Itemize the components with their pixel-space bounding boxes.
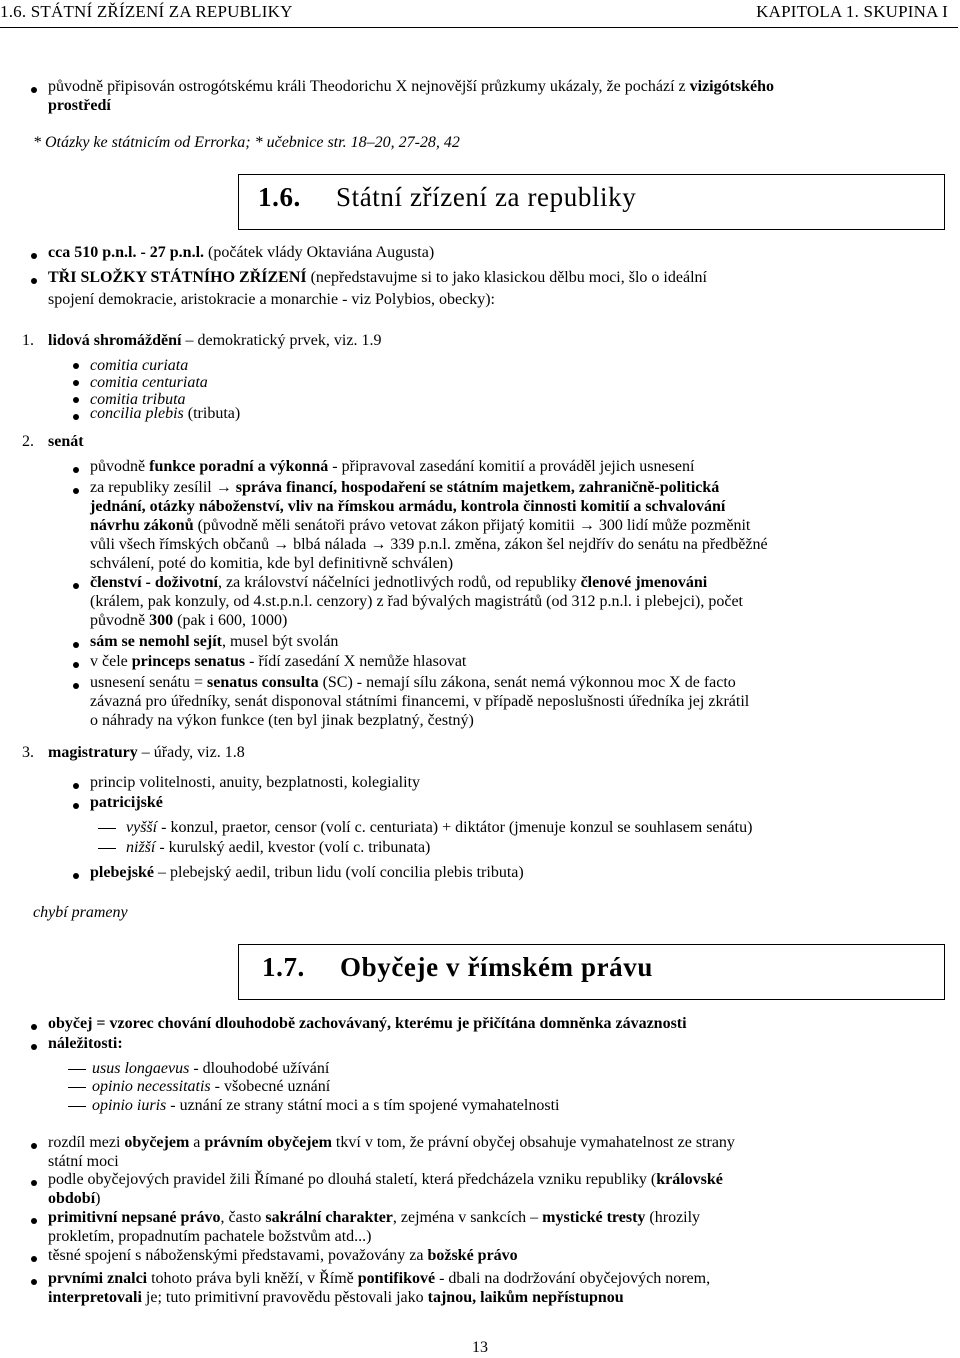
assembly-item: comitia curiata — [90, 357, 189, 374]
page-number: 13 — [472, 1339, 488, 1356]
bullet-icon — [73, 662, 79, 668]
bullet-icon — [73, 583, 79, 589]
missing-sources-note: chybí prameny — [33, 904, 128, 921]
bullet-icon — [73, 783, 79, 789]
bullet-icon — [73, 642, 79, 648]
senate-bullet-line3: návrhu zákonů (původně měli senátoři právo vetovat zákon přijatý komitii → 300 lidí může pozměnit — [90, 517, 751, 534]
enum-item-magistracies: magistratury – úřady, viz. 1.8 — [48, 744, 245, 761]
custom-bullet-line2: interpretovali je; tuto primitivní pravovědu pěstovali jako tajnou, laikům nepřístupnou — [48, 1289, 624, 1306]
senate-bullet-line2: jednání, otázky náboženství, vliv na římskou armádu, kontrola činnosti komitií a schvalování — [90, 498, 726, 515]
bullet-icon — [31, 1180, 37, 1186]
assembly-item: comitia tributa — [90, 391, 186, 408]
arrow-right-icon: → — [273, 536, 290, 553]
bullet-icon — [31, 253, 37, 259]
bullet-icon — [31, 1256, 37, 1262]
magistracy-subitem: nižší - kurulský aedil, kvestor (volí c. tribunata) — [126, 839, 431, 856]
bullet-icon — [73, 397, 79, 403]
senate-bullet: původně funkce poradní a výkonná - připravoval zasedání komitií a prováděl jejich usnesení — [90, 458, 695, 475]
period-bullet: cca 510 p.n.l. - 27 p.n.l. (počátek vlády Oktaviána Augusta) — [48, 244, 435, 261]
requirement-item: opinio necessitatis - všobecné uznání — [92, 1078, 331, 1095]
senate-bullet: za republiky zesílil → správa financí, hospodaření se státním majetkem, zahraničně-politická — [90, 479, 720, 496]
running-header-left: 1.6. STÁTNÍ ZŘÍZENÍ ZA REPUBLIKY — [0, 2, 293, 21]
custom-bullet: těsné spojení s náboženskými představami, považovány za božské právo — [48, 1247, 518, 1264]
section-title-1-6: Státní zřízení za republiky — [336, 182, 637, 212]
running-header-right: KAPITOLA 1. SKUPINA I — [756, 2, 948, 21]
senate-bullet: členství - doživotní, za království náčelníci jednotlivých rodů, od republiky členové jmenováni — [90, 574, 708, 591]
bullet-icon — [31, 1218, 37, 1224]
header-rule — [0, 27, 958, 28]
enum-number-1: 1. — [22, 332, 34, 349]
senate-bullet-line5: schválení, poté do komitia, kde byl definitivně schválen) — [90, 555, 454, 572]
three-components-line2: spojení demokracie, aristokracie a monarchie - viz Polybios, obecky): — [48, 291, 495, 308]
bullet-icon — [73, 363, 79, 369]
bullet-icon — [73, 803, 79, 809]
bullet-icon — [73, 467, 79, 473]
bullet-icon — [31, 278, 37, 284]
custom-bullet-line2: státní moci — [48, 1153, 119, 1170]
section-number-1-7: 1.7. — [262, 952, 305, 982]
senate-bullet-line2: závazná pro úředníky, senát disponoval státními financemi, v případě neposlušnosti úředníka jej zkrátil — [90, 693, 750, 710]
bullet-icon — [73, 380, 79, 386]
magistracy-bullet: patricijské — [90, 794, 163, 811]
bullet-icon — [31, 1024, 37, 1030]
requirement-item: usus longaevus - dlouhodobé užívání — [92, 1060, 330, 1077]
bullet-icon — [73, 488, 79, 494]
enum-item-assemblies: lidová shromáždění – demokratický prvek, viz. 1.9 — [48, 332, 382, 349]
senate-bullet-line3: o náhrady na výkon funkce (ten byl jinak bezplatný, čestný) — [90, 712, 474, 729]
arrow-right-icon: → — [370, 536, 387, 553]
custom-bullet-line2: období) — [48, 1190, 101, 1207]
section-number-1-6: 1.6. — [258, 182, 301, 212]
magistracy-bullet: plebejské – plebejský aedil, tribun lidu (volí concilia plebis tributa) — [90, 864, 524, 881]
assembly-item: comitia centuriata — [90, 374, 208, 391]
senate-bullet-line4: vůli všech římských občanů → blbá nálada → 339 p.n.l. změna, zákon šel nejdřív do senátu na předběžné — [90, 536, 768, 553]
requirement-item: opinio iuris - uznání ze strany státní moci a s tím spojené vymahatelnosti — [92, 1097, 560, 1114]
enum-item-senate: senát — [48, 433, 84, 450]
enum-number-3: 3. — [22, 744, 34, 761]
custom-bullet-line2: prokletím, propadnutím pachatele božstvům atd...) — [48, 1228, 372, 1245]
bullet-icon — [31, 1279, 37, 1285]
intro-bullet-text-line2: prostředí — [48, 97, 111, 114]
enum-number-2: 2. — [22, 433, 34, 450]
senate-bullet-line3: původně 300 (pak i 600, 1000) — [90, 612, 288, 629]
senate-bullet: usnesení senátu = senatus consulta (SC) - nemají sílu zákona, senát nemá výkonnou moc X de facto — [90, 674, 736, 691]
bullet-icon — [73, 873, 79, 879]
senate-bullet-line2: (králem, pak konzuly, od 4.st.p.n.l. cenzory) z řad bývalých magistrátů (od 312 p.n.l. i plebejci), počet — [90, 593, 743, 610]
bullet-icon — [73, 683, 79, 689]
arrow-right-icon: → — [578, 517, 595, 534]
three-components-bullet: TŘI SLOŽKY STÁTNÍHO ZŘÍZENÍ (nepředstavujme si to jako klasickou dělbu moci, šlo o ideální — [48, 269, 707, 286]
dash-icon — [68, 1069, 86, 1070]
custom-bullet: rozdíl mezi obyčejem a právním obyčejem tkví v tom, že právní obyčej obsahuje vymahatelnost ze strany — [48, 1134, 735, 1151]
arrow-right-icon: → — [215, 479, 232, 496]
custom-bullet: podle obyčejových pravidel žili Římané po dlouhá staletí, která předcházela vzniku republiky (královské — [48, 1171, 723, 1188]
dash-icon — [68, 1087, 86, 1088]
dash-icon — [98, 848, 116, 849]
dash-icon — [98, 828, 116, 829]
custom-bullet: prvními znalci tohoto práva byli kněží, v Římě pontifikové - dbali na dodržování obyčejových norem, — [48, 1270, 711, 1287]
bullet-icon — [31, 87, 37, 93]
bullet-icon — [31, 1044, 37, 1050]
intro-bullet-text: původně připisován ostrogótskému králi Theodorichu X nejnovější průzkumy ukázaly, že pochází z vizigótského — [48, 78, 775, 95]
intro-note: * Otázky ke státnicím od Errorka; * učebnice str. 18–20, 27-28, 42 — [33, 134, 460, 151]
custom-definition-bullet: obyčej = vzorec chování dlouhodobě zachovávaný, kterému je přičítána domněnka závaznosti — [48, 1015, 687, 1032]
section-title-1-7: Obyčeje v římském právu — [340, 952, 654, 982]
bullet-icon — [31, 1143, 37, 1149]
magistracy-subitem: vyšší - konzul, praetor, censor (volí c. centuriata) + diktátor (jmenuje konzul se souhlasem senátu) — [126, 819, 753, 836]
dash-icon — [68, 1106, 86, 1107]
bullet-icon — [73, 414, 79, 420]
senate-bullet: v čele princeps senatus - řídí zasedání X nemůže hlasovat — [90, 653, 467, 670]
custom-bullet: primitivní nepsané právo, často sakrální charakter, zejména v sankcích – mystické tresty (hrozily — [48, 1209, 701, 1226]
magistracy-bullet: princip volitelnosti, anuity, bezplatnosti, kolegiality — [90, 774, 421, 791]
requirements-bullet: náležitosti: — [48, 1035, 123, 1052]
senate-bullet: sám se nemohl sejít, musel být svolán — [90, 633, 339, 650]
assembly-item: concilia plebis (tributa) — [90, 405, 241, 422]
